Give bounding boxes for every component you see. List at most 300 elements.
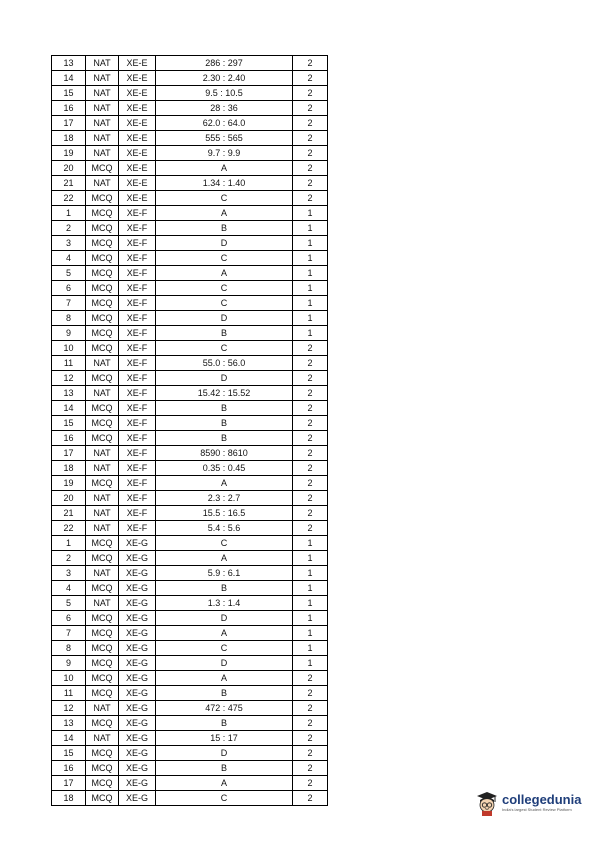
answer-key-cell: 28 : 36	[156, 101, 293, 116]
question-type-cell: MCQ	[86, 776, 119, 791]
question-number-cell: 21	[52, 506, 86, 521]
question-type-cell: MCQ	[86, 476, 119, 491]
section-code-cell: XE-E	[119, 86, 156, 101]
marks-cell: 1	[293, 626, 328, 641]
table-row	[52, 626, 328, 641]
question-number-cell: 15	[52, 746, 86, 761]
section-code-cell: XE-F	[119, 431, 156, 446]
question-type-cell: NAT	[86, 506, 119, 521]
question-number-cell: 4	[52, 251, 86, 266]
table-row	[52, 686, 328, 701]
answer-key-cell: 62.0 : 64.0	[156, 116, 293, 131]
answer-key-cell: 0.35 : 0.45	[156, 461, 293, 476]
answer-key-cell: 472 : 475	[156, 701, 293, 716]
section-code-cell: XE-F	[119, 371, 156, 386]
section-code-cell: XE-G	[119, 776, 156, 791]
marks-cell: 1	[293, 266, 328, 281]
section-code-cell: XE-E	[119, 161, 156, 176]
table-row	[52, 176, 328, 191]
logo-tagline: India's largest Student Review Platform	[502, 807, 572, 812]
section-code-cell: XE-G	[119, 566, 156, 581]
section-code-cell: XE-F	[119, 401, 156, 416]
question-number-cell: 2	[52, 221, 86, 236]
answer-key-body	[52, 56, 328, 806]
marks-cell: 2	[293, 86, 328, 101]
question-number-cell: 16	[52, 431, 86, 446]
answer-key-cell: B	[156, 581, 293, 596]
question-number-cell: 14	[52, 401, 86, 416]
question-type-cell: MCQ	[86, 431, 119, 446]
question-type-cell: MCQ	[86, 686, 119, 701]
answer-key-cell: C	[156, 296, 293, 311]
answer-key-cell: 5.4 : 5.6	[156, 521, 293, 536]
marks-cell: 2	[293, 416, 328, 431]
section-code-cell: XE-G	[119, 701, 156, 716]
table-row	[52, 731, 328, 746]
question-number-cell: 13	[52, 386, 86, 401]
table-row	[52, 161, 328, 176]
section-code-cell: XE-F	[119, 521, 156, 536]
answer-key-cell: A	[156, 476, 293, 491]
section-code-cell: XE-E	[119, 191, 156, 206]
question-number-cell: 12	[52, 701, 86, 716]
section-code-cell: XE-F	[119, 296, 156, 311]
answer-key-cell: B	[156, 401, 293, 416]
answer-key-cell: C	[156, 641, 293, 656]
section-code-cell: XE-G	[119, 581, 156, 596]
answer-key-cell: A	[156, 206, 293, 221]
question-type-cell: MCQ	[86, 761, 119, 776]
marks-cell: 2	[293, 521, 328, 536]
marks-cell: 2	[293, 746, 328, 761]
question-number-cell: 20	[52, 491, 86, 506]
answer-key-cell: A	[156, 776, 293, 791]
question-type-cell: MCQ	[86, 626, 119, 641]
section-code-cell: XE-F	[119, 416, 156, 431]
section-code-cell: XE-G	[119, 761, 156, 776]
question-type-cell: MCQ	[86, 611, 119, 626]
answer-key-cell: 9.7 : 9.9	[156, 146, 293, 161]
table-row	[52, 416, 328, 431]
marks-cell: 2	[293, 776, 328, 791]
question-number-cell: 20	[52, 161, 86, 176]
question-type-cell: NAT	[86, 131, 119, 146]
marks-cell: 1	[293, 596, 328, 611]
table-row	[52, 671, 328, 686]
question-number-cell: 18	[52, 131, 86, 146]
question-type-cell: NAT	[86, 701, 119, 716]
section-code-cell: XE-E	[119, 101, 156, 116]
section-code-cell: XE-G	[119, 656, 156, 671]
table-row	[52, 251, 328, 266]
marks-cell: 2	[293, 191, 328, 206]
answer-key-cell: 15.42 : 15.52	[156, 386, 293, 401]
marks-cell: 2	[293, 476, 328, 491]
logo-name: collegedunia	[502, 792, 582, 807]
question-type-cell: MCQ	[86, 236, 119, 251]
question-type-cell: MCQ	[86, 221, 119, 236]
question-number-cell: 14	[52, 731, 86, 746]
table-row	[52, 776, 328, 791]
answer-key-cell: A	[156, 266, 293, 281]
marks-cell: 2	[293, 131, 328, 146]
section-code-cell: XE-F	[119, 386, 156, 401]
table-row	[52, 431, 328, 446]
table-row	[52, 581, 328, 596]
answer-key-cell: 1.34 : 1.40	[156, 176, 293, 191]
section-code-cell: XE-F	[119, 461, 156, 476]
question-number-cell: 22	[52, 521, 86, 536]
section-code-cell: XE-E	[119, 71, 156, 86]
question-type-cell: NAT	[86, 521, 119, 536]
marks-cell: 2	[293, 401, 328, 416]
answer-key-cell: 286 : 297	[156, 56, 293, 71]
table-row	[52, 446, 328, 461]
section-code-cell: XE-F	[119, 356, 156, 371]
section-code-cell: XE-F	[119, 506, 156, 521]
question-number-cell: 22	[52, 191, 86, 206]
question-type-cell: NAT	[86, 176, 119, 191]
question-type-cell: NAT	[86, 386, 119, 401]
question-type-cell: NAT	[86, 566, 119, 581]
section-code-cell: XE-G	[119, 596, 156, 611]
answer-key-cell: C	[156, 191, 293, 206]
question-number-cell: 11	[52, 686, 86, 701]
question-number-cell: 12	[52, 371, 86, 386]
marks-cell: 1	[293, 611, 328, 626]
marks-cell: 1	[293, 311, 328, 326]
question-type-cell: MCQ	[86, 641, 119, 656]
question-number-cell: 11	[52, 356, 86, 371]
question-type-cell: NAT	[86, 146, 119, 161]
question-number-cell: 10	[52, 341, 86, 356]
section-code-cell: XE-G	[119, 716, 156, 731]
table-row	[52, 596, 328, 611]
question-type-cell: MCQ	[86, 536, 119, 551]
question-number-cell: 4	[52, 581, 86, 596]
answer-key-cell: 8590 : 8610	[156, 446, 293, 461]
marks-cell: 1	[293, 581, 328, 596]
question-number-cell: 9	[52, 656, 86, 671]
marks-cell: 2	[293, 761, 328, 776]
answer-key-cell: B	[156, 326, 293, 341]
question-number-cell: 3	[52, 566, 86, 581]
section-code-cell: XE-G	[119, 731, 156, 746]
table-row	[52, 521, 328, 536]
question-number-cell: 15	[52, 416, 86, 431]
section-code-cell: XE-G	[119, 686, 156, 701]
answer-key-cell: 2.3 : 2.7	[156, 491, 293, 506]
question-number-cell: 5	[52, 596, 86, 611]
section-code-cell: XE-G	[119, 611, 156, 626]
section-code-cell: XE-G	[119, 536, 156, 551]
section-code-cell: XE-G	[119, 746, 156, 761]
question-type-cell: MCQ	[86, 581, 119, 596]
question-number-cell: 1	[52, 536, 86, 551]
table-row	[52, 746, 328, 761]
question-type-cell: NAT	[86, 356, 119, 371]
question-type-cell: NAT	[86, 596, 119, 611]
table-row	[52, 551, 328, 566]
section-code-cell: XE-F	[119, 446, 156, 461]
question-type-cell: NAT	[86, 56, 119, 71]
answer-key-cell: 555 : 565	[156, 131, 293, 146]
question-type-cell: MCQ	[86, 161, 119, 176]
question-type-cell: MCQ	[86, 716, 119, 731]
table-row	[52, 701, 328, 716]
question-type-cell: NAT	[86, 461, 119, 476]
marks-cell: 1	[293, 326, 328, 341]
table-row	[52, 146, 328, 161]
question-type-cell: NAT	[86, 86, 119, 101]
answer-key-cell: A	[156, 671, 293, 686]
table-row	[52, 131, 328, 146]
question-number-cell: 8	[52, 641, 86, 656]
marks-cell: 1	[293, 281, 328, 296]
marks-cell: 2	[293, 386, 328, 401]
answer-key-cell: C	[156, 791, 293, 806]
question-type-cell: MCQ	[86, 311, 119, 326]
marks-cell: 2	[293, 161, 328, 176]
answer-key-cell: D	[156, 371, 293, 386]
table-row	[52, 206, 328, 221]
table-row	[52, 221, 328, 236]
answer-key-cell: C	[156, 341, 293, 356]
question-number-cell: 8	[52, 311, 86, 326]
table-row	[52, 101, 328, 116]
answer-key-cell: C	[156, 281, 293, 296]
table-row	[52, 461, 328, 476]
answer-key-cell: D	[156, 611, 293, 626]
table-row	[52, 536, 328, 551]
marks-cell: 1	[293, 551, 328, 566]
marks-cell: 2	[293, 446, 328, 461]
marks-cell: 2	[293, 491, 328, 506]
answer-key-cell: B	[156, 416, 293, 431]
marks-cell: 2	[293, 671, 328, 686]
marks-cell: 1	[293, 536, 328, 551]
section-code-cell: XE-F	[119, 326, 156, 341]
table-row	[52, 191, 328, 206]
table-row	[52, 296, 328, 311]
question-type-cell: MCQ	[86, 416, 119, 431]
section-code-cell: XE-F	[119, 266, 156, 281]
question-number-cell: 7	[52, 626, 86, 641]
marks-cell: 1	[293, 206, 328, 221]
table-row	[52, 266, 328, 281]
answer-key-cell: 15 : 17	[156, 731, 293, 746]
answer-key-cell: D	[156, 236, 293, 251]
table-row	[52, 761, 328, 776]
marks-cell: 1	[293, 656, 328, 671]
marks-cell: 2	[293, 686, 328, 701]
table-row	[52, 566, 328, 581]
marks-cell: 1	[293, 236, 328, 251]
question-type-cell: MCQ	[86, 551, 119, 566]
section-code-cell: XE-G	[119, 671, 156, 686]
question-number-cell: 21	[52, 176, 86, 191]
question-number-cell: 7	[52, 296, 86, 311]
answer-key-cell: 9.5 : 10.5	[156, 86, 293, 101]
table-row	[52, 476, 328, 491]
marks-cell: 2	[293, 356, 328, 371]
question-type-cell: MCQ	[86, 791, 119, 806]
marks-cell: 1	[293, 641, 328, 656]
answer-key-cell: D	[156, 311, 293, 326]
marks-cell: 2	[293, 506, 328, 521]
question-type-cell: NAT	[86, 446, 119, 461]
question-type-cell: NAT	[86, 731, 119, 746]
marks-cell: 2	[293, 341, 328, 356]
question-number-cell: 1	[52, 206, 86, 221]
answer-key-cell: B	[156, 686, 293, 701]
marks-cell: 2	[293, 56, 328, 71]
answer-key-cell: C	[156, 536, 293, 551]
table-row	[52, 311, 328, 326]
question-number-cell: 5	[52, 266, 86, 281]
marks-cell: 1	[293, 251, 328, 266]
question-type-cell: NAT	[86, 491, 119, 506]
answer-key-cell: D	[156, 746, 293, 761]
question-type-cell: NAT	[86, 71, 119, 86]
answer-key-cell: A	[156, 551, 293, 566]
marks-cell: 2	[293, 146, 328, 161]
question-number-cell: 13	[52, 716, 86, 731]
section-code-cell: XE-E	[119, 146, 156, 161]
table-row	[52, 401, 328, 416]
section-code-cell: XE-F	[119, 236, 156, 251]
table-row	[52, 641, 328, 656]
question-type-cell: MCQ	[86, 371, 119, 386]
answer-key-cell: A	[156, 161, 293, 176]
table-row	[52, 341, 328, 356]
table-row	[52, 716, 328, 731]
question-number-cell: 19	[52, 146, 86, 161]
marks-cell: 2	[293, 116, 328, 131]
question-type-cell: MCQ	[86, 296, 119, 311]
question-number-cell: 14	[52, 71, 86, 86]
answer-key-cell: A	[156, 626, 293, 641]
question-type-cell: MCQ	[86, 191, 119, 206]
table-row	[52, 116, 328, 131]
question-type-cell: MCQ	[86, 671, 119, 686]
question-number-cell: 3	[52, 236, 86, 251]
section-code-cell: XE-F	[119, 341, 156, 356]
table-row	[52, 356, 328, 371]
question-type-cell: MCQ	[86, 281, 119, 296]
section-code-cell: XE-F	[119, 491, 156, 506]
question-number-cell: 18	[52, 791, 86, 806]
section-code-cell: XE-E	[119, 116, 156, 131]
question-number-cell: 17	[52, 116, 86, 131]
marks-cell: 1	[293, 221, 328, 236]
section-code-cell: XE-G	[119, 626, 156, 641]
question-number-cell: 10	[52, 671, 86, 686]
table-row	[52, 236, 328, 251]
question-number-cell: 9	[52, 326, 86, 341]
question-number-cell: 17	[52, 776, 86, 791]
marks-cell: 2	[293, 716, 328, 731]
question-type-cell: MCQ	[86, 401, 119, 416]
marks-cell: 2	[293, 461, 328, 476]
question-number-cell: 19	[52, 476, 86, 491]
marks-cell: 1	[293, 566, 328, 581]
section-code-cell: XE-E	[119, 176, 156, 191]
question-number-cell: 16	[52, 101, 86, 116]
answer-key-cell: 1.3 : 1.4	[156, 596, 293, 611]
collegedunia-logo[interactable]	[475, 790, 581, 816]
question-type-cell: MCQ	[86, 656, 119, 671]
marks-cell: 2	[293, 101, 328, 116]
table-row	[52, 791, 328, 806]
table-row	[52, 506, 328, 521]
question-type-cell: NAT	[86, 116, 119, 131]
mascot-icon	[475, 790, 499, 816]
table-row	[52, 56, 328, 71]
marks-cell: 2	[293, 176, 328, 191]
answer-key-cell: B	[156, 431, 293, 446]
section-code-cell: XE-F	[119, 206, 156, 221]
section-code-cell: XE-F	[119, 281, 156, 296]
question-type-cell: MCQ	[86, 251, 119, 266]
answer-key-cell: 5.9 : 6.1	[156, 566, 293, 581]
answer-key-cell: B	[156, 761, 293, 776]
answer-key-cell: 2.30 : 2.40	[156, 71, 293, 86]
question-number-cell: 2	[52, 551, 86, 566]
answer-key-cell: 15.5 : 16.5	[156, 506, 293, 521]
section-code-cell: XE-F	[119, 311, 156, 326]
section-code-cell: XE-G	[119, 791, 156, 806]
question-type-cell: MCQ	[86, 341, 119, 356]
question-type-cell: MCQ	[86, 206, 119, 221]
answer-key-cell: D	[156, 656, 293, 671]
question-number-cell: 16	[52, 761, 86, 776]
table-row	[52, 281, 328, 296]
answer-key-cell: 55.0 : 56.0	[156, 356, 293, 371]
table-row	[52, 656, 328, 671]
question-type-cell: MCQ	[86, 746, 119, 761]
table-row	[52, 611, 328, 626]
section-code-cell: XE-E	[119, 56, 156, 71]
section-code-cell: XE-G	[119, 641, 156, 656]
section-code-cell: XE-E	[119, 131, 156, 146]
answer-key-cell: B	[156, 716, 293, 731]
table-row	[52, 371, 328, 386]
marks-cell: 2	[293, 701, 328, 716]
section-code-cell: XE-F	[119, 251, 156, 266]
table-row	[52, 71, 328, 86]
answer-key-table	[51, 55, 328, 806]
answer-key-cell: C	[156, 251, 293, 266]
question-number-cell: 6	[52, 611, 86, 626]
section-code-cell: XE-F	[119, 476, 156, 491]
marks-cell: 2	[293, 731, 328, 746]
question-type-cell: MCQ	[86, 326, 119, 341]
question-number-cell: 18	[52, 461, 86, 476]
table-row	[52, 86, 328, 101]
question-number-cell: 13	[52, 56, 86, 71]
table-row	[52, 326, 328, 341]
marks-cell: 2	[293, 431, 328, 446]
table-row	[52, 386, 328, 401]
marks-cell: 2	[293, 71, 328, 86]
table-row	[52, 491, 328, 506]
question-type-cell: NAT	[86, 101, 119, 116]
section-code-cell: XE-F	[119, 221, 156, 236]
marks-cell: 2	[293, 371, 328, 386]
question-type-cell: MCQ	[86, 266, 119, 281]
answer-key-cell: B	[156, 221, 293, 236]
